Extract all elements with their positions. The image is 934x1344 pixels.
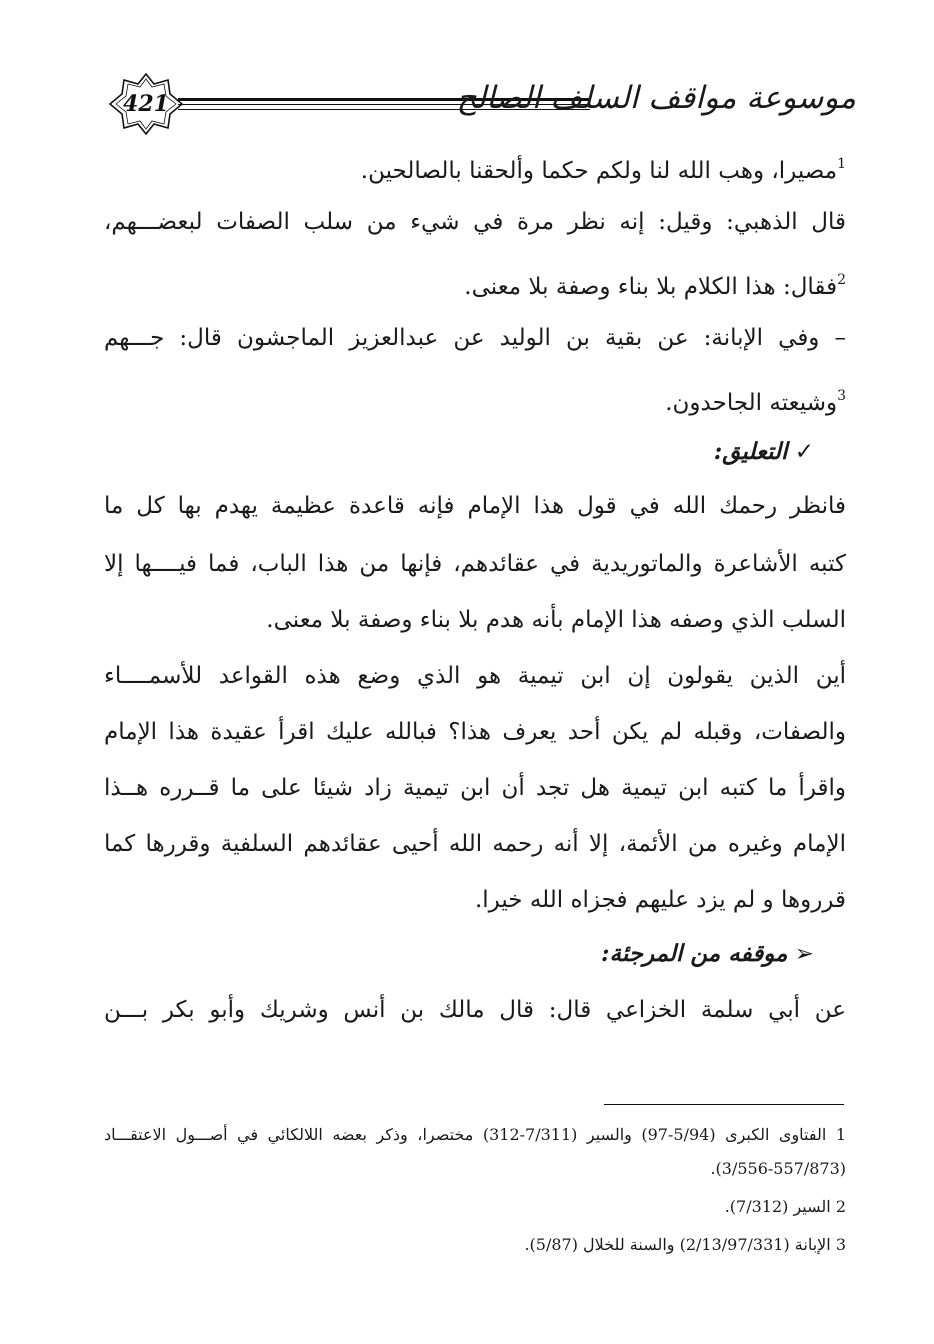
footnote-number: 2 [835, 1197, 846, 1216]
body-line-4: – وفي الإبانة: عن بقية بن الوليد عن عبدالعزيز الماجشون قال: جـــهم [104, 325, 846, 351]
body-line-8: كتبه الأشاعرة والماتوريدية في عقائدهم، فإنها من هذا الباب، فما فيــــها إلا [104, 551, 846, 577]
body-line-5: $^3$وشيعته الجاحدون. [665, 388, 846, 416]
series-title: موسوعة مواقف السلف الصالح [456, 80, 856, 116]
body-line-2: قال الذهبي: وقيل: إنه نظر مرة في شيء من سلب الصفات لبعضـــهم، [104, 209, 846, 235]
footnote-text: الفتاوى الكبرى (5/94-97) والسير (7/311-312) مختصرا، وذكر بعضه اللالكائي في أصـــول الاعتقـــاد [104, 1125, 827, 1144]
footnote-separator [604, 1104, 844, 1105]
body-line-10: أين الذين يقولون إن ابن تيمية هو الذي وضع هذه القواعد للأسمــــاء [104, 663, 846, 689]
body-line-9: السلب الذي وصفه هذا الإمام بأنه هدم بلا بناء وصفة بلا معنى. [266, 607, 846, 633]
page-number: 421 [123, 91, 169, 117]
body-line-3: $^2$فقال: هذا الكلام بلا بناء وصفة بلا معنى. [464, 272, 846, 300]
footnote-ref-3: 3 [837, 388, 846, 404]
footnote-number: 1 [835, 1125, 846, 1144]
body-line-11: والصفات، وقبله لم يكن أحد يعرف هذا؟ فبالله عليك اقرأ عقيدة هذا الإمام [104, 719, 846, 745]
commentary-heading: ✓ التعليق: [713, 438, 814, 465]
footnote-number: 3 [835, 1235, 846, 1254]
footnote-text: السير (7/312). [724, 1197, 831, 1216]
footnote-2 [104, 1192, 846, 1222]
body-line-13: الإمام وغيره من الأئمة، إلا أنه رحمه الله أحيى عقائدهم السلفية وقررها كما [104, 831, 846, 857]
body-line-7: فانظر رحمك الله في قول هذا الإمام فإنه قاعدة عظيمة يهدم بها كل ما [104, 493, 846, 519]
footnote-1-continued: (3/556-557/873). [710, 1159, 846, 1178]
body-line-14: قرروها و لم يزد عليهم فجزاه الله خيرا. [474, 887, 846, 913]
footnote-1 [104, 1120, 846, 1150]
arrow-icon: ➢ [794, 941, 814, 967]
murjia-heading: ➢ موقفه من المرجئة: [601, 940, 814, 967]
body-line-16: عن أبي سلمة الخزاعي قال: قال مالك بن أنس وشريك وأبو بكر بـــن [104, 997, 846, 1023]
page-number-badge [108, 72, 184, 136]
body-line-12: واقرأ ما كتبه ابن تيمية هل تجد أن ابن تيمية زاد شيئا على ما قــرره هــذا [104, 775, 846, 801]
check-icon: ✓ [794, 439, 814, 465]
footnote-text: الإبانة (2/13/97/331) والسنة للخلال (5/87). [524, 1235, 831, 1254]
footnote-ref-2: 2 [837, 272, 846, 288]
footnote-ref-1: 1 [837, 156, 846, 172]
footnote-3 [104, 1230, 846, 1260]
body-line-1: $^1$مصيرا، وهب الله لنا ولكم حكما وألحقنا بالصالحين. [360, 156, 846, 184]
